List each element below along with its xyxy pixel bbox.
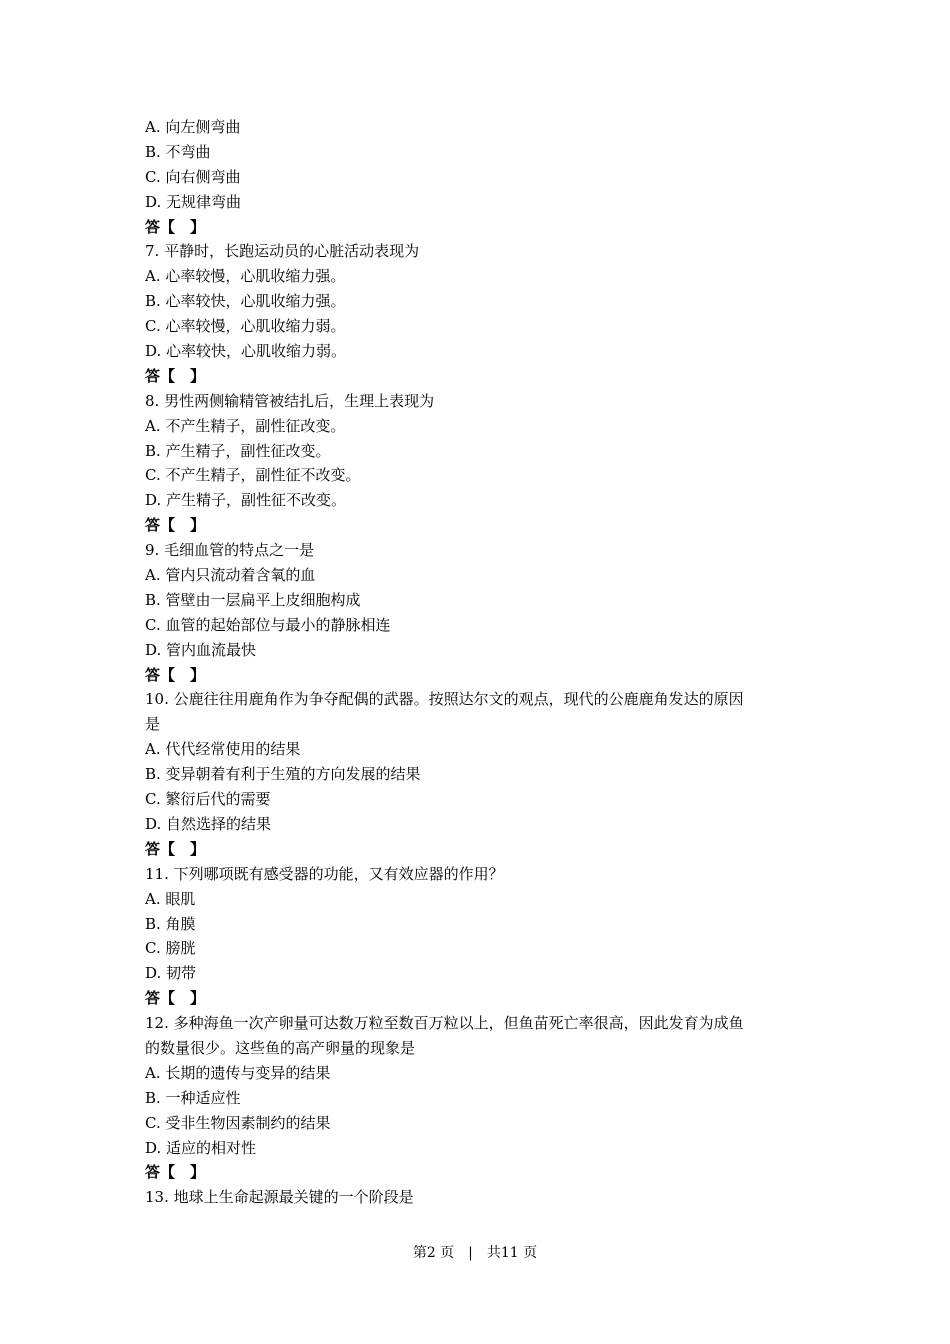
answer-option: B. 不弯曲	[145, 142, 211, 161]
answer-option: B. 变异朝着有利于生殖的方向发展的结果	[145, 765, 421, 784]
question-stem: 13. 地球上生命起源最关键的一个阶段是	[145, 1188, 414, 1207]
text-line: 是	[145, 715, 161, 734]
answer-option: D. 产生精子，副性征不改变。	[145, 491, 347, 510]
answer-option: D. 管内血流最快	[145, 640, 257, 659]
question-stem: 9. 毛细血管的特点之一是	[145, 541, 315, 560]
answer-option: B. 一种适应性	[145, 1088, 241, 1107]
answer-blank: 答【 】	[145, 516, 206, 535]
question-stem: 12. 多种海鱼一次产卵量可达数万粒至数百万粒以上，但鱼苗死亡率很高，因此发育为成鱼	[145, 1014, 744, 1033]
answer-option: C. 受非生物因素制约的结果	[145, 1113, 331, 1132]
answer-option: A. 长期的遗传与变异的结果	[145, 1063, 331, 1082]
answer-option: C. 不产生精子，副性征不改变。	[145, 466, 361, 485]
answer-option: C. 血管的起始部位与最小的静脉相连	[145, 615, 391, 634]
answer-option: B. 管壁由一层扁平上皮细胞构成	[145, 590, 361, 609]
answer-option: D. 适应的相对性	[145, 1138, 257, 1157]
answer-option: B. 产生精子，副性征改变。	[145, 441, 331, 460]
answer-blank: 答【 】	[145, 989, 206, 1008]
answer-option: A. 向左侧弯曲	[145, 118, 241, 136]
answer-option: B. 心率较快，心肌收缩力强。	[145, 292, 346, 311]
question-content	[145, 115, 810, 1210]
answer-option: A. 不产生精子，副性征改变。	[145, 416, 346, 435]
answer-option: D. 韧带	[145, 964, 197, 983]
answer-option: D. 自然选择的结果	[145, 814, 272, 833]
answer-option: C. 膀胱	[145, 939, 196, 958]
answer-option: D. 心率较快，心肌收缩力弱。	[145, 342, 347, 361]
answer-blank: 答【 】	[145, 1163, 206, 1182]
answer-blank: 答【 】	[145, 665, 206, 684]
answer-option: B. 角膜	[145, 914, 196, 933]
question-stem: 8. 男性两侧输精管被结扎后，生理上表现为	[145, 391, 435, 410]
question-stem: 10. 公鹿往往用鹿角作为争夺配偶的武器。按照达尔文的观点，现代的公鹿鹿角发达的原因	[145, 690, 744, 709]
answer-option: C. 心率较慢，心肌收缩力弱。	[145, 317, 346, 336]
answer-option: D. 无规律弯曲	[145, 192, 242, 211]
page-footer: 第2 页 | 共11 页	[412, 1245, 538, 1261]
question-stem: 11. 下列哪项既有感受器的功能，又有效应器的作用？	[145, 864, 504, 883]
answer-option: A. 心率较慢，心肌收缩力强。	[145, 267, 346, 286]
question-stem: 7. 平静时，长跑运动员的心脏活动表现为	[145, 242, 420, 261]
text-line: 的数量很少。这些鱼的高产卵量的现象是	[145, 1038, 416, 1057]
answer-blank: 答【 】	[145, 217, 206, 236]
answer-option: C. 向右侧弯曲	[145, 167, 241, 186]
answer-option: A. 眼肌	[145, 889, 196, 908]
answer-option: A. 管内只流动着含氧的血	[145, 566, 316, 585]
answer-option: C. 繁衍后代的需要	[145, 790, 271, 809]
answer-blank: 答【 】	[145, 366, 206, 385]
answer-blank: 答【 】	[145, 839, 206, 858]
answer-option: A. 代代经常使用的结果	[145, 740, 301, 759]
